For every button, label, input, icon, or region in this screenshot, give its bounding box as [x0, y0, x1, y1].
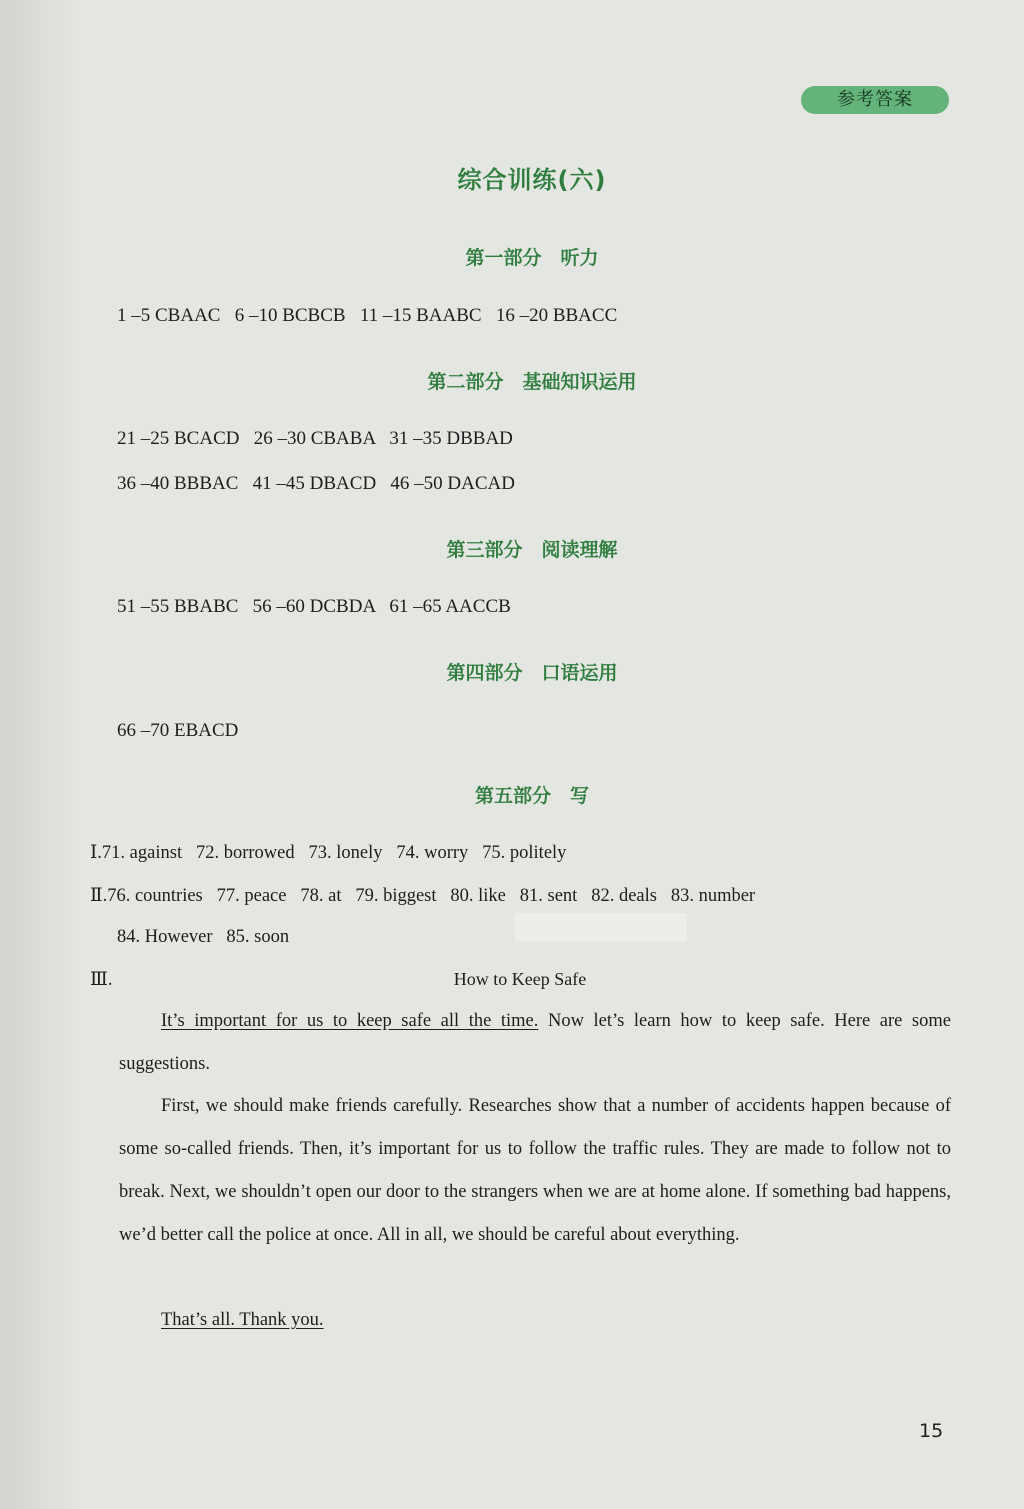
- essay-title: How to Keep Safe: [453, 969, 587, 989]
- page-number: 15: [919, 1420, 944, 1442]
- section-heading-text: 第五部分 写: [474, 785, 589, 807]
- section-heading-text: 第三部分 阅读理解: [446, 539, 618, 561]
- page-title: 综合训练(六): [457, 166, 607, 194]
- section-heading-writing: [0, 781, 1024, 808]
- section-heading-text: 第二部分 基础知识运用: [427, 371, 637, 393]
- section-heading-text: 第一部分 听力: [465, 247, 599, 269]
- part-3-label: Ⅲ.: [90, 970, 113, 990]
- essay-paragraph-2-text: First, we should make friends carefully. Researches show that a number of accidents happen because of some so-called friends. Then, it’s important for us to follow the traffic rules. They are made to follow not to break. Next, we shouldn’t open our door to the strangers when we are at home alone. If something bad happens, we’d better call the police at once. All in all, we should be careful about everything.: [119, 1096, 951, 1245]
- answer-line: 1 –5 CBAAC 6 –10 BCBCB 11 –15 BAABC 16 –20 BBACC: [117, 305, 618, 326]
- answer-key-badge: 参考答案: [801, 86, 949, 114]
- section-heading-listening: [0, 243, 1024, 270]
- section-heading-text: 第四部分 口语运用: [446, 662, 618, 684]
- answer-line: 66 –70 EBACD: [117, 720, 239, 741]
- answer-line-part-1: Ⅰ.71. against 72. borrowed 73. lonely 74. worry 75. politely: [90, 843, 567, 863]
- answer-line-part-2-continued: 84. However 85. soon: [117, 927, 290, 947]
- essay-topic-sentence: It’s important for us to keep safe all the time.: [161, 1011, 539, 1031]
- section-heading-speaking: [0, 658, 1024, 685]
- answer-line: 36 –40 BBBAC 41 –45 DBACD 46 –50 DACAD: [117, 473, 515, 494]
- section-heading-reading: [0, 535, 1024, 562]
- answer-line: 21 –25 BCACD 26 –30 CBABA 31 –35 DBBAD: [117, 428, 513, 449]
- page-shadow: [0, 0, 80, 1509]
- section-heading-basic-knowledge: [0, 367, 1024, 394]
- answer-line: 51 –55 BBABC 56 –60 DCBDA 61 –65 AACCB: [117, 596, 511, 617]
- essay-paragraph-1: [119, 1000, 951, 1086]
- essay-paragraph-2: [119, 1085, 951, 1257]
- faded-patch: [515, 913, 687, 941]
- essay-paragraph-1-rest: Now let’s learn how to keep safe. Here are some suggestions.: [119, 1011, 951, 1074]
- answer-line-part-2: Ⅱ.76. countries 77. peace 78. at 79. biggest 80. like 81. sent 82. deals 83. number: [90, 886, 756, 906]
- essay-paragraph-3: [119, 1299, 951, 1342]
- essay-closing-sentence: That’s all. Thank you.: [161, 1310, 324, 1330]
